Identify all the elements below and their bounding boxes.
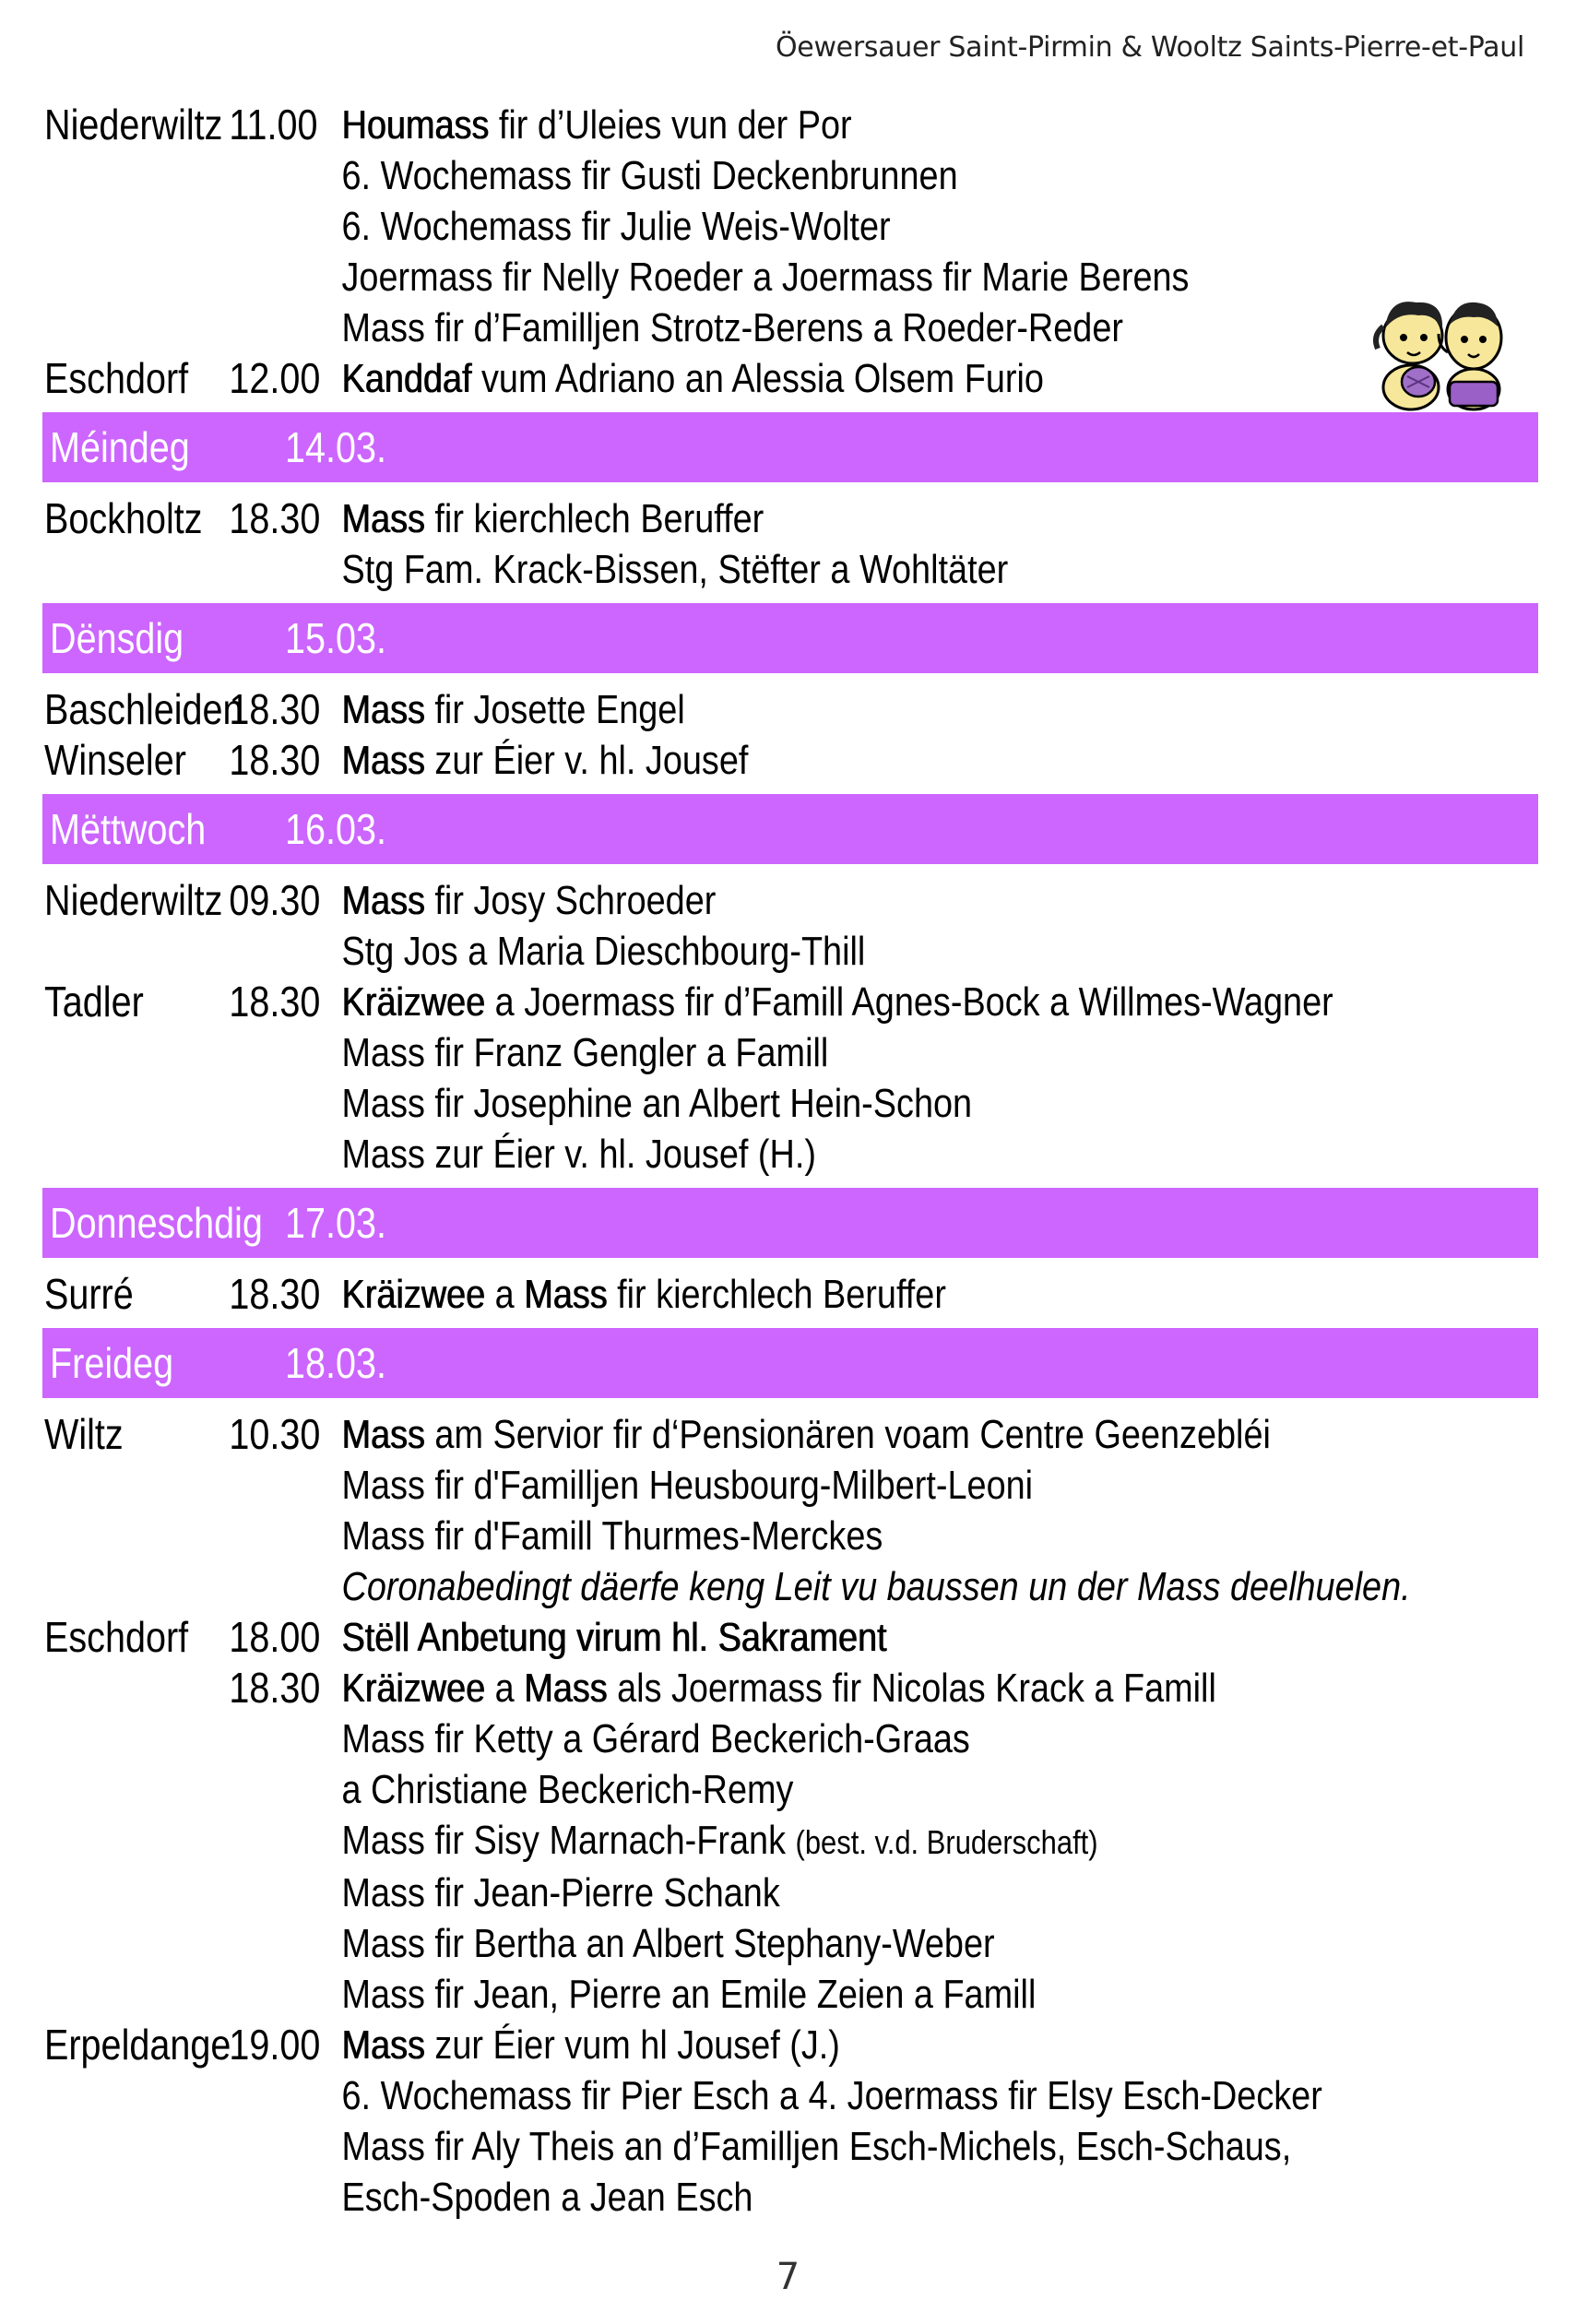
- service-type: Mass: [341, 687, 425, 732]
- schedule-entry: [44, 1409, 1536, 1460]
- description: [342, 493, 1537, 544]
- service-type: Mass: [341, 738, 425, 783]
- service-type: Mass: [341, 2022, 425, 2068]
- schedule-entry: [44, 1663, 1536, 1713]
- service-type: Mass: [341, 1412, 425, 1457]
- schedule-entry: [44, 684, 1536, 735]
- intention: vum Adriano an Alessia Olsem Furio: [471, 356, 1044, 401]
- service-type: Mass: [341, 878, 425, 923]
- intention: fir Josette Engel: [424, 687, 685, 732]
- schedule-line: [44, 1713, 1536, 1764]
- intention: 6. Wochemass fir Pier Esch a 4. Joermass fir Elsy Esch-Decker: [341, 2073, 1322, 2118]
- day-date: 16.03.: [285, 805, 386, 853]
- time: 18.30: [229, 685, 321, 733]
- time: 09.30: [229, 876, 321, 924]
- intention: Stg Fam. Krack-Bissen, Stëfter a Wohltäter: [341, 547, 1009, 592]
- time: 18.30: [229, 736, 321, 784]
- schedule-line: [44, 926, 1536, 977]
- intention: Mass fir Sisy Marnach-Frank: [341, 1818, 796, 1863]
- service-type: Houmass: [341, 102, 490, 148]
- day-name: Dënsdig: [50, 614, 184, 662]
- description: [342, 977, 1537, 1027]
- description: [342, 875, 1537, 926]
- schedule-entry: [44, 977, 1536, 1027]
- intention: fir Josy Schroeder: [424, 878, 717, 923]
- schedule-line: [44, 544, 1536, 595]
- place: Niederwiltz: [44, 101, 223, 148]
- connector: a: [485, 1272, 525, 1317]
- intention: fir d’Uleies vun der Por: [489, 102, 852, 148]
- place: Niederwiltz: [44, 876, 223, 924]
- schedule-line: [44, 2121, 1536, 2172]
- intention: Mass fir Josephine an Albert Hein-Schon: [341, 1081, 973, 1126]
- description: [342, 100, 1537, 150]
- place: Eschdorf: [44, 354, 189, 402]
- day-header: [42, 1188, 1538, 1258]
- time: 18.30: [229, 1664, 321, 1712]
- intention: Joermass fir Nelly Roeder a Joermass fir Marie Berens: [341, 255, 1190, 300]
- schedule-line: [44, 1027, 1536, 1078]
- schedule-line: [44, 1815, 1536, 1868]
- intention: Mass fir d'Famill Thurmes-Merckes: [341, 1513, 883, 1559]
- day-name: Freideg: [50, 1339, 174, 1387]
- schedule-entry: [44, 875, 1536, 926]
- time: 19.00: [229, 2021, 321, 2069]
- service-type: Mass: [524, 1666, 608, 1711]
- day-date: 17.03.: [285, 1199, 386, 1247]
- schedule-line: [44, 1460, 1536, 1511]
- service-type: Mass: [341, 496, 425, 541]
- schedule-line: [44, 1969, 1536, 2020]
- intention: fir kierchlech Beruffer: [607, 1272, 946, 1317]
- schedule-line: [44, 2070, 1536, 2121]
- schedule-line: [44, 2172, 1536, 2223]
- service-type: Mass: [524, 1272, 608, 1317]
- page-header: Öewersauer Saint-Pirmin & Wooltz Saints-Pierre-et-Paul: [775, 31, 1524, 64]
- description: [342, 1663, 1537, 1713]
- intention: Mass fir d’Familljen Strotz-Berens a Roeder-Reder: [341, 305, 1123, 350]
- time: 18.00: [229, 1613, 321, 1661]
- description: [342, 1612, 1537, 1663]
- schedule-line: [44, 1764, 1536, 1815]
- schedule-line: [44, 252, 1536, 302]
- day-name: Donneschdig: [50, 1199, 263, 1247]
- intention: Mass zur Éier v. hl. Jousef (H.): [341, 1132, 816, 1177]
- schedule-line: [44, 1561, 1536, 1612]
- intention: am Servior fir d‘Pensionären voam Centre Geenzebléi: [424, 1412, 1271, 1457]
- intention: Mass fir Franz Gengler a Famill: [341, 1030, 829, 1075]
- service-type: Kräizwee: [341, 1666, 486, 1711]
- intention: zur Éier v. hl. Jousef: [424, 738, 749, 783]
- schedule-line: [44, 150, 1536, 201]
- page-number: 7: [776, 2256, 800, 2298]
- notice: Coronabedingt däerfe keng Leit vu baussen un der Mass deelhuelen.: [341, 1564, 1411, 1609]
- day-header: [42, 1328, 1538, 1398]
- time: 10.30: [229, 1410, 321, 1458]
- intention: Mass fir d'Familljen Heusbourg-Milbert-Leoni: [341, 1463, 1034, 1508]
- schedule-entry: [44, 100, 1536, 150]
- intention: Mass fir Jean, Pierre an Emile Zeien a Famill: [341, 1972, 1037, 2017]
- place: Erpeldange: [44, 2021, 231, 2069]
- schedule-line: [44, 1078, 1536, 1129]
- schedule-entry: [44, 493, 1536, 544]
- description: [342, 1409, 1537, 1460]
- day-header: [42, 794, 1538, 864]
- schedule-line: [44, 302, 1536, 353]
- service-type: Kräizwee: [341, 979, 486, 1025]
- schedule-line: [44, 1918, 1536, 1969]
- place: Surré: [44, 1270, 134, 1318]
- time: 18.30: [229, 494, 321, 542]
- schedule: [44, 100, 1536, 2223]
- time: 11.00: [229, 101, 318, 148]
- intention: 6. Wochemass fir Gusti Deckenbrunnen: [341, 153, 958, 198]
- schedule-entry: [44, 1269, 1536, 1320]
- place: Baschleiden: [44, 685, 243, 733]
- description: [342, 1269, 1537, 1320]
- intention: zur Éier vum hl Jousef (J.): [424, 2022, 840, 2068]
- intention: Mass fir Bertha an Albert Stephany-Weber: [341, 1921, 995, 1966]
- intention: Mass fir Ketty a Gérard Beckerich-Graas: [341, 1716, 970, 1761]
- time: 18.30: [229, 978, 321, 1026]
- day-date: 18.03.: [285, 1339, 386, 1387]
- intention: fir kierchlech Beruffer: [424, 496, 764, 541]
- service-type: Kanddaf: [341, 356, 472, 401]
- intention: als Joermass fir Nicolas Krack a Famill: [607, 1666, 1216, 1711]
- place: Wiltz: [44, 1410, 124, 1458]
- schedule-line: [44, 1511, 1536, 1561]
- day-date: 15.03.: [285, 614, 386, 662]
- intention: Esch-Spoden a Jean Esch: [341, 2175, 753, 2220]
- connector: a: [485, 1666, 525, 1711]
- sponsor-note: (best. v.d. Bruderschaft): [795, 1823, 1098, 1861]
- intention: Mass fir Jean-Pierre Schank: [341, 1870, 780, 1915]
- day-header: [42, 412, 1538, 482]
- place: Bockholtz: [44, 494, 203, 542]
- place: Winseler: [44, 736, 186, 784]
- place: Tadler: [44, 978, 144, 1026]
- intention: a Joermass fir d’Famill Agnes-Bock a Willmes-Wagner: [485, 979, 1333, 1025]
- description: [342, 353, 1537, 404]
- intention: 6. Wochemass fir Julie Weis-Wolter: [341, 204, 891, 249]
- time: 12.00: [229, 354, 321, 402]
- intention: Stg Jos a Maria Dieschbourg-Thill: [341, 929, 866, 974]
- service-type: Kräizwee: [341, 1272, 486, 1317]
- description: [342, 735, 1537, 786]
- schedule-entry: [44, 353, 1536, 404]
- intention: a Christiane Beckerich-Remy: [341, 1767, 794, 1812]
- schedule-entry: [44, 735, 1536, 786]
- time: 18.30: [229, 1270, 321, 1318]
- schedule-line: [44, 1129, 1536, 1180]
- day-date: 14.03.: [285, 423, 386, 471]
- schedule-line: [44, 201, 1536, 252]
- schedule-line: [44, 1868, 1536, 1918]
- service-type: Stëll Anbetung virum hl. Sakrament: [341, 1615, 887, 1660]
- description: [342, 2020, 1537, 2070]
- schedule-entry: [44, 2020, 1536, 2070]
- schedule-entry: [44, 1612, 1536, 1663]
- description: [342, 684, 1537, 735]
- day-name: Mëttwoch: [50, 805, 207, 853]
- day-name: Méindeg: [50, 423, 190, 471]
- place: Eschdorf: [44, 1613, 189, 1661]
- day-header: [42, 603, 1538, 673]
- description: [342, 1815, 1537, 1868]
- intention: Mass fir Aly Theis an d’Familljen Esch-Michels, Esch-Schaus,: [341, 2124, 1292, 2169]
